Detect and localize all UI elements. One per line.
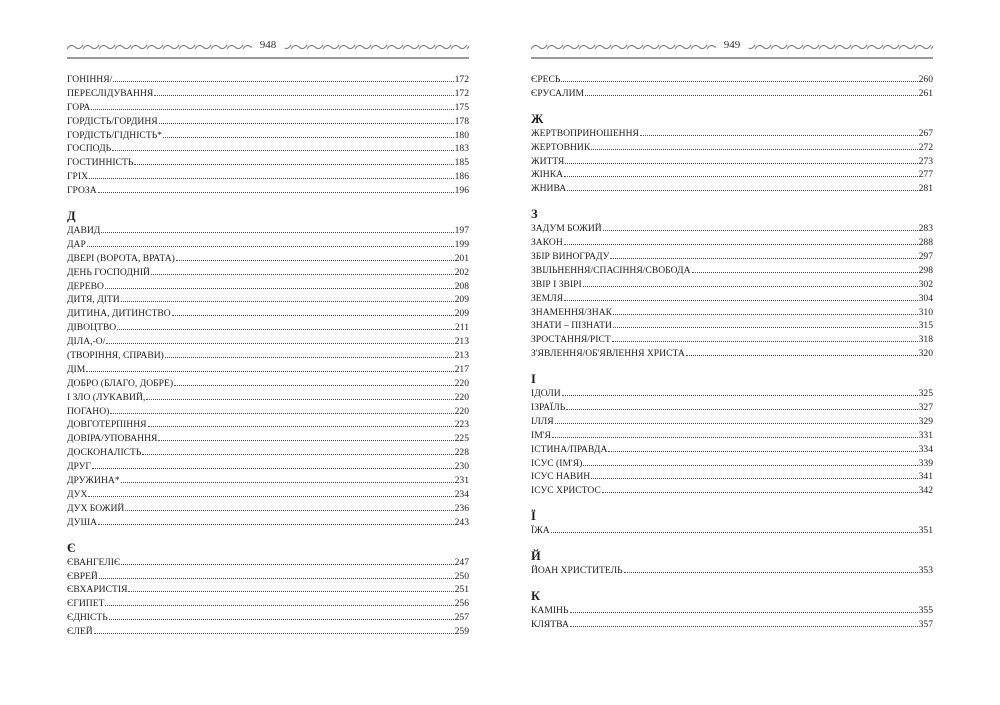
entry-page: 236	[454, 502, 469, 514]
index-entry	[67, 625, 469, 639]
entry-term: ЖИТТЯ	[531, 155, 565, 167]
entry-page: 209	[454, 308, 469, 320]
entry-term: ДІЛА,-О/	[67, 336, 106, 348]
dot-leader	[612, 340, 918, 342]
index-entry	[531, 264, 933, 278]
dot-leader	[555, 422, 918, 424]
index-section	[531, 112, 933, 196]
dot-leader	[105, 604, 453, 606]
entry-term: ІЛЛЯ	[531, 415, 554, 427]
dot-leader	[88, 495, 453, 497]
entry-term: І ЗЛО (ЛУКАВИЙ,	[67, 391, 146, 403]
entry-page: 339	[918, 457, 933, 469]
dot-leader	[112, 149, 453, 151]
dot-leader	[640, 134, 918, 136]
dot-leader	[91, 108, 453, 110]
entry-term: ІЗРАЇЛЬ	[531, 402, 566, 414]
entry-page: 334	[918, 443, 933, 455]
header-rule	[531, 57, 933, 59]
dot-leader	[158, 439, 453, 441]
index-entry	[67, 170, 469, 184]
index-entry	[531, 429, 933, 443]
dot-leader	[163, 136, 454, 138]
entry-term: ДЕРЕВО	[67, 280, 104, 292]
entry-page: 223	[454, 419, 469, 431]
index-entry	[531, 222, 933, 236]
dot-leader	[610, 257, 917, 259]
dot-leader	[99, 577, 454, 579]
entry-term: ГОРДІСТЬ/ГІДНІСТЬ*	[67, 129, 162, 141]
index-entry	[67, 142, 469, 156]
dot-leader	[613, 326, 918, 328]
entry-term: КЛЯТВА	[531, 618, 569, 630]
page-number: 949	[716, 38, 749, 52]
entry-term: ЖЕРТОВНИК	[531, 141, 591, 153]
dot-leader	[128, 590, 453, 592]
index-entry	[531, 470, 933, 484]
entry-page: 202	[454, 266, 469, 278]
index-entry	[531, 524, 933, 538]
entry-term: ЄРЕСЬ	[531, 74, 561, 85]
dot-leader	[165, 356, 454, 358]
entry-page: 302	[918, 278, 933, 290]
entry-page: 183	[454, 143, 469, 155]
index-entry	[531, 415, 933, 429]
entry-term: ЗАДУМ БОЖИЙ	[531, 223, 602, 235]
dot-leader	[564, 299, 918, 301]
index-entry	[67, 73, 469, 87]
entry-term: ЇЖА	[531, 525, 550, 537]
entry-page: 329	[918, 415, 933, 427]
left-page	[67, 38, 469, 639]
index-section	[67, 73, 469, 198]
index-entry	[531, 141, 933, 155]
dot-leader	[105, 287, 454, 289]
entry-page: 172	[454, 87, 469, 99]
index-list	[531, 73, 933, 632]
index-entry	[531, 168, 933, 182]
dot-leader	[101, 231, 453, 233]
entry-page: 318	[918, 334, 933, 346]
dot-leader	[159, 122, 454, 124]
index-entry	[67, 307, 469, 321]
entry-term: ЗБІР ВИНОГРАДУ	[531, 251, 610, 263]
index-section	[531, 509, 933, 538]
entry-term: ДІМ	[67, 363, 86, 375]
entry-term: ЖЕРТВОПРИНОШЕННЯ	[531, 127, 639, 139]
dot-leader	[98, 523, 454, 525]
dot-leader	[686, 354, 918, 356]
index-entry	[531, 292, 933, 306]
section-letter: Ж	[531, 111, 544, 126]
dot-leader	[567, 189, 917, 191]
entry-term: ДУХ БОЖИЙ	[67, 502, 125, 514]
entry-page: 196	[454, 185, 469, 197]
dot-leader	[87, 245, 454, 247]
index-entry	[531, 443, 933, 457]
entry-page: 281	[918, 183, 933, 195]
index-entry	[67, 432, 469, 446]
section-letter: Й	[531, 549, 541, 564]
index-entry	[67, 266, 469, 280]
entry-page: 277	[918, 169, 933, 181]
dot-leader	[125, 509, 453, 511]
entry-page: 231	[454, 475, 469, 487]
index-entry	[531, 484, 933, 498]
index-entry	[67, 238, 469, 252]
index-entry	[531, 618, 933, 632]
entry-term: ІСУС (ІМ'Я)	[531, 457, 583, 469]
dot-leader	[109, 618, 454, 620]
entry-page: 256	[454, 598, 469, 610]
dot-leader	[585, 94, 918, 96]
entry-page: 247	[454, 556, 469, 568]
index-entry	[67, 224, 469, 238]
index-entry	[67, 391, 469, 405]
dot-leader	[92, 467, 454, 469]
entry-term: ЗНАМЕННЯ/ЗНАК	[531, 306, 613, 318]
entry-page: 283	[918, 223, 933, 235]
dot-leader	[570, 625, 918, 627]
index-entry	[67, 570, 469, 584]
dot-leader	[146, 398, 453, 400]
index-entry	[531, 306, 933, 320]
index-entry	[67, 115, 469, 129]
dot-leader	[117, 328, 454, 330]
dot-leader	[561, 80, 917, 82]
entry-page: 213	[454, 350, 469, 362]
entry-term: ЗАКОН	[531, 237, 563, 249]
entry-page: 325	[918, 388, 933, 400]
dot-leader	[106, 342, 453, 344]
entry-page: 217	[454, 363, 469, 375]
index-section	[67, 209, 469, 530]
entry-page: 261	[918, 87, 933, 99]
index-list	[67, 73, 469, 639]
entry-term: ЄВРЕЙ	[67, 570, 98, 582]
section-letter: І	[531, 372, 536, 387]
entry-page: 341	[918, 471, 933, 483]
entry-term: ДАВИД	[67, 225, 101, 237]
dot-leader	[174, 384, 454, 386]
entry-term: ЄВХАРИСТІЯ	[67, 584, 128, 596]
header-rule	[67, 57, 469, 59]
entry-page: 201	[454, 252, 469, 264]
entry-page: 304	[918, 292, 933, 304]
entry-page: 197	[454, 225, 469, 237]
index-entry	[67, 583, 469, 597]
entry-page: 225	[454, 433, 469, 445]
index-entry	[531, 457, 933, 471]
entry-term: ЗЕМЛЯ	[531, 292, 564, 304]
entry-term: ЄГИПЕТ	[67, 598, 105, 610]
index-entry	[67, 460, 469, 474]
entry-page: 331	[918, 429, 933, 441]
entry-page: 220	[454, 405, 469, 417]
entry-term: ДАР	[67, 238, 86, 250]
entry-page: 180	[454, 129, 469, 141]
entry-page: 257	[454, 612, 469, 624]
entry-term: ДУХ	[67, 488, 88, 500]
section-letter: Д	[67, 209, 76, 224]
entry-term: ІСУС ХРИСТОС	[531, 485, 601, 497]
page-header	[67, 38, 469, 56]
entry-term: ЄДНІСТЬ	[67, 612, 108, 624]
index-entry	[531, 127, 933, 141]
dot-leader	[89, 177, 454, 179]
entry-page: 297	[918, 251, 933, 263]
dot-leader	[603, 229, 918, 231]
dot-leader	[608, 450, 917, 452]
index-entry	[531, 182, 933, 196]
dot-leader	[86, 370, 453, 372]
dot-leader	[172, 314, 454, 316]
entry-term: ПЕРЕСЛІДУВАННЯ	[67, 87, 154, 99]
dot-leader	[583, 285, 918, 287]
entry-term: ГРОЗА	[67, 185, 97, 197]
index-section	[531, 372, 933, 498]
index-entry	[531, 155, 933, 169]
right-page	[531, 38, 933, 632]
index-entry	[531, 73, 933, 87]
index-entry	[67, 597, 469, 611]
entry-page: 272	[918, 141, 933, 153]
entry-page: 220	[454, 377, 469, 389]
entry-term: ІСУС НАВИН	[531, 471, 591, 483]
index-entry	[531, 319, 933, 333]
index-entry	[531, 236, 933, 250]
entry-term: З'ЯВЛЕННЯ/ОБ'ЯВЛЕННЯ ХРИСТА	[531, 348, 685, 360]
dot-leader	[551, 531, 918, 533]
entry-term: ГРІХ	[67, 171, 89, 183]
entry-page: 251	[454, 584, 469, 596]
entry-page: 211	[454, 322, 469, 334]
index-section	[531, 207, 933, 361]
dot-leader	[176, 259, 454, 261]
dot-leader	[613, 313, 918, 315]
entry-page: 250	[454, 570, 469, 582]
dot-leader	[121, 481, 454, 483]
index-entry	[67, 321, 469, 335]
dot-leader	[564, 175, 918, 177]
entry-page: 310	[918, 306, 933, 318]
index-entry	[67, 184, 469, 198]
index-entry	[67, 488, 469, 502]
dot-leader	[624, 571, 918, 573]
index-entry	[531, 387, 933, 401]
index-entry	[67, 502, 469, 516]
entry-term: ІДОЛИ	[531, 388, 561, 400]
entry-term: ГОРА	[67, 101, 91, 113]
entry-term: (ТВОРІННЯ, СПРАВИ)	[67, 350, 164, 362]
entry-term: ДУША	[67, 516, 98, 528]
entry-page: 267	[918, 127, 933, 139]
entry-page: 208	[454, 280, 469, 292]
entry-term: ДИТЯ, ДІТИ	[67, 294, 120, 306]
entry-page: 260	[918, 74, 933, 85]
entry-page: 209	[454, 294, 469, 306]
index-entry	[67, 87, 469, 101]
entry-page: 342	[918, 485, 933, 497]
index-entry	[67, 611, 469, 625]
index-section	[67, 541, 469, 639]
entry-term: ГОСПОДЬ	[67, 143, 112, 155]
index-entry	[531, 87, 933, 101]
entry-page: 199	[454, 238, 469, 250]
entry-page: 178	[454, 115, 469, 127]
entry-page: 273	[918, 155, 933, 167]
dot-leader	[562, 394, 918, 396]
section-letter: К	[531, 589, 541, 604]
entry-page: 220	[454, 391, 469, 403]
entry-page: 357	[918, 618, 933, 630]
entry-page: 186	[454, 171, 469, 183]
dot-leader	[121, 563, 453, 565]
entry-term: ДОВГОТЕРПІННЯ	[67, 419, 147, 431]
index-entry	[67, 418, 469, 432]
entry-term: ДОСКОНАЛІСТЬ	[67, 447, 142, 459]
dot-leader	[552, 436, 918, 438]
dot-leader	[154, 94, 453, 96]
index-section	[531, 589, 933, 632]
index-entry	[67, 446, 469, 460]
dot-leader	[591, 148, 917, 150]
dot-leader	[692, 271, 918, 273]
entry-page: 315	[918, 320, 933, 332]
index-entry	[67, 363, 469, 377]
entry-page: 172	[454, 74, 469, 85]
dot-leader	[566, 408, 917, 410]
index-entry	[67, 156, 469, 170]
entry-term: ЗВІЛЬНЕННЯ/СПАСІННЯ/СВОБОДА	[531, 264, 691, 276]
entry-term: ПОГАНО)	[67, 405, 110, 417]
dot-leader	[564, 243, 918, 245]
index-entry	[67, 293, 469, 307]
entry-term: ГОНІННЯ/	[67, 74, 113, 85]
entry-term: КАМІНЬ	[531, 605, 569, 617]
section-letter: Ї	[531, 509, 536, 524]
dot-leader	[151, 273, 454, 275]
page-number: 948	[252, 38, 285, 52]
entry-term: ДЕНЬ ГОСПОДНІЙ	[67, 266, 150, 278]
entry-term: ДІВОЦТВО	[67, 322, 117, 334]
page-header	[531, 38, 933, 56]
index-entry	[531, 347, 933, 361]
entry-page: 234	[454, 488, 469, 500]
index-entry	[531, 333, 933, 347]
dot-leader	[142, 453, 453, 455]
dot-leader	[134, 163, 453, 165]
index-section	[531, 549, 933, 578]
entry-page: 355	[918, 605, 933, 617]
dot-leader	[591, 477, 917, 479]
entry-page: 213	[454, 336, 469, 348]
index-entry	[531, 278, 933, 292]
entry-term: ЄЛЕЙ	[67, 626, 93, 638]
entry-term: ДИТИНА, ДИТИНСТВО	[67, 308, 171, 320]
dot-leader	[148, 425, 454, 427]
dot-leader	[570, 611, 918, 613]
dot-leader	[583, 464, 917, 466]
entry-term: ДОБРО (БЛАГО, ДОБРЕ)	[67, 377, 174, 389]
dot-leader	[565, 162, 917, 164]
entry-term: ЄРУСАЛИМ	[531, 87, 585, 99]
entry-page: 185	[454, 157, 469, 169]
entry-term: ДРУГ	[67, 461, 91, 473]
entry-page: 320	[918, 348, 933, 360]
entry-term: ГОРДІСТЬ/ГОРДИНЯ	[67, 115, 158, 127]
entry-term: ЗРОСТАННЯ/РІСТ	[531, 334, 611, 346]
entry-page: 327	[918, 402, 933, 414]
entry-term: ДВЕРІ (ВОРОТА, ВРАТА)	[67, 252, 175, 264]
entry-term: ЗВІР І ЗВІРІ	[531, 278, 582, 290]
entry-term: ІМ'Я	[531, 429, 551, 441]
dot-leader	[98, 191, 454, 193]
entry-term: ЖІНКА	[531, 169, 564, 181]
index-entry	[531, 250, 933, 264]
section-letter: Є	[67, 540, 76, 555]
entry-page: 243	[454, 516, 469, 528]
entry-page: 298	[918, 264, 933, 276]
index-entry	[67, 516, 469, 530]
dot-leader	[94, 632, 454, 634]
index-entry	[531, 564, 933, 578]
index-entry	[67, 335, 469, 349]
section-letter: З	[531, 207, 538, 222]
entry-term: ДОВІРА/УПОВАННЯ	[67, 433, 158, 445]
dot-leader	[110, 412, 453, 414]
index-entry	[67, 377, 469, 391]
entry-term: ДРУЖИНА*	[67, 475, 120, 487]
entry-term: ГОСТИННІСТЬ	[67, 157, 134, 169]
index-entry	[531, 604, 933, 618]
index-entry	[67, 474, 469, 488]
entry-term: ЙОАН ХРИСТИТЕЛЬ	[531, 565, 623, 577]
entry-page: 351	[918, 525, 933, 537]
index-entry	[67, 405, 469, 419]
index-entry	[67, 101, 469, 115]
entry-page: 175	[454, 101, 469, 113]
dot-leader	[602, 491, 918, 493]
index-entry	[67, 252, 469, 266]
entry-page: 259	[454, 626, 469, 638]
entry-page: 353	[918, 565, 933, 577]
index-entry	[67, 129, 469, 143]
entry-page: 288	[918, 237, 933, 249]
index-section	[531, 73, 933, 101]
entry-term: ЗНАТИ – ПІЗНАТИ	[531, 320, 612, 332]
index-entry	[67, 556, 469, 570]
entry-page: 230	[454, 461, 469, 473]
entry-term: ІСТИНА/ПРАВДА	[531, 443, 608, 455]
entry-term: ЖНИВА	[531, 183, 567, 195]
index-entry	[67, 349, 469, 363]
dot-leader	[121, 300, 454, 302]
entry-term: ЄВАНГЕЛІЄ	[67, 556, 121, 568]
index-entry	[531, 401, 933, 415]
dot-leader	[113, 80, 453, 82]
index-entry	[67, 280, 469, 294]
entry-page: 228	[454, 447, 469, 459]
